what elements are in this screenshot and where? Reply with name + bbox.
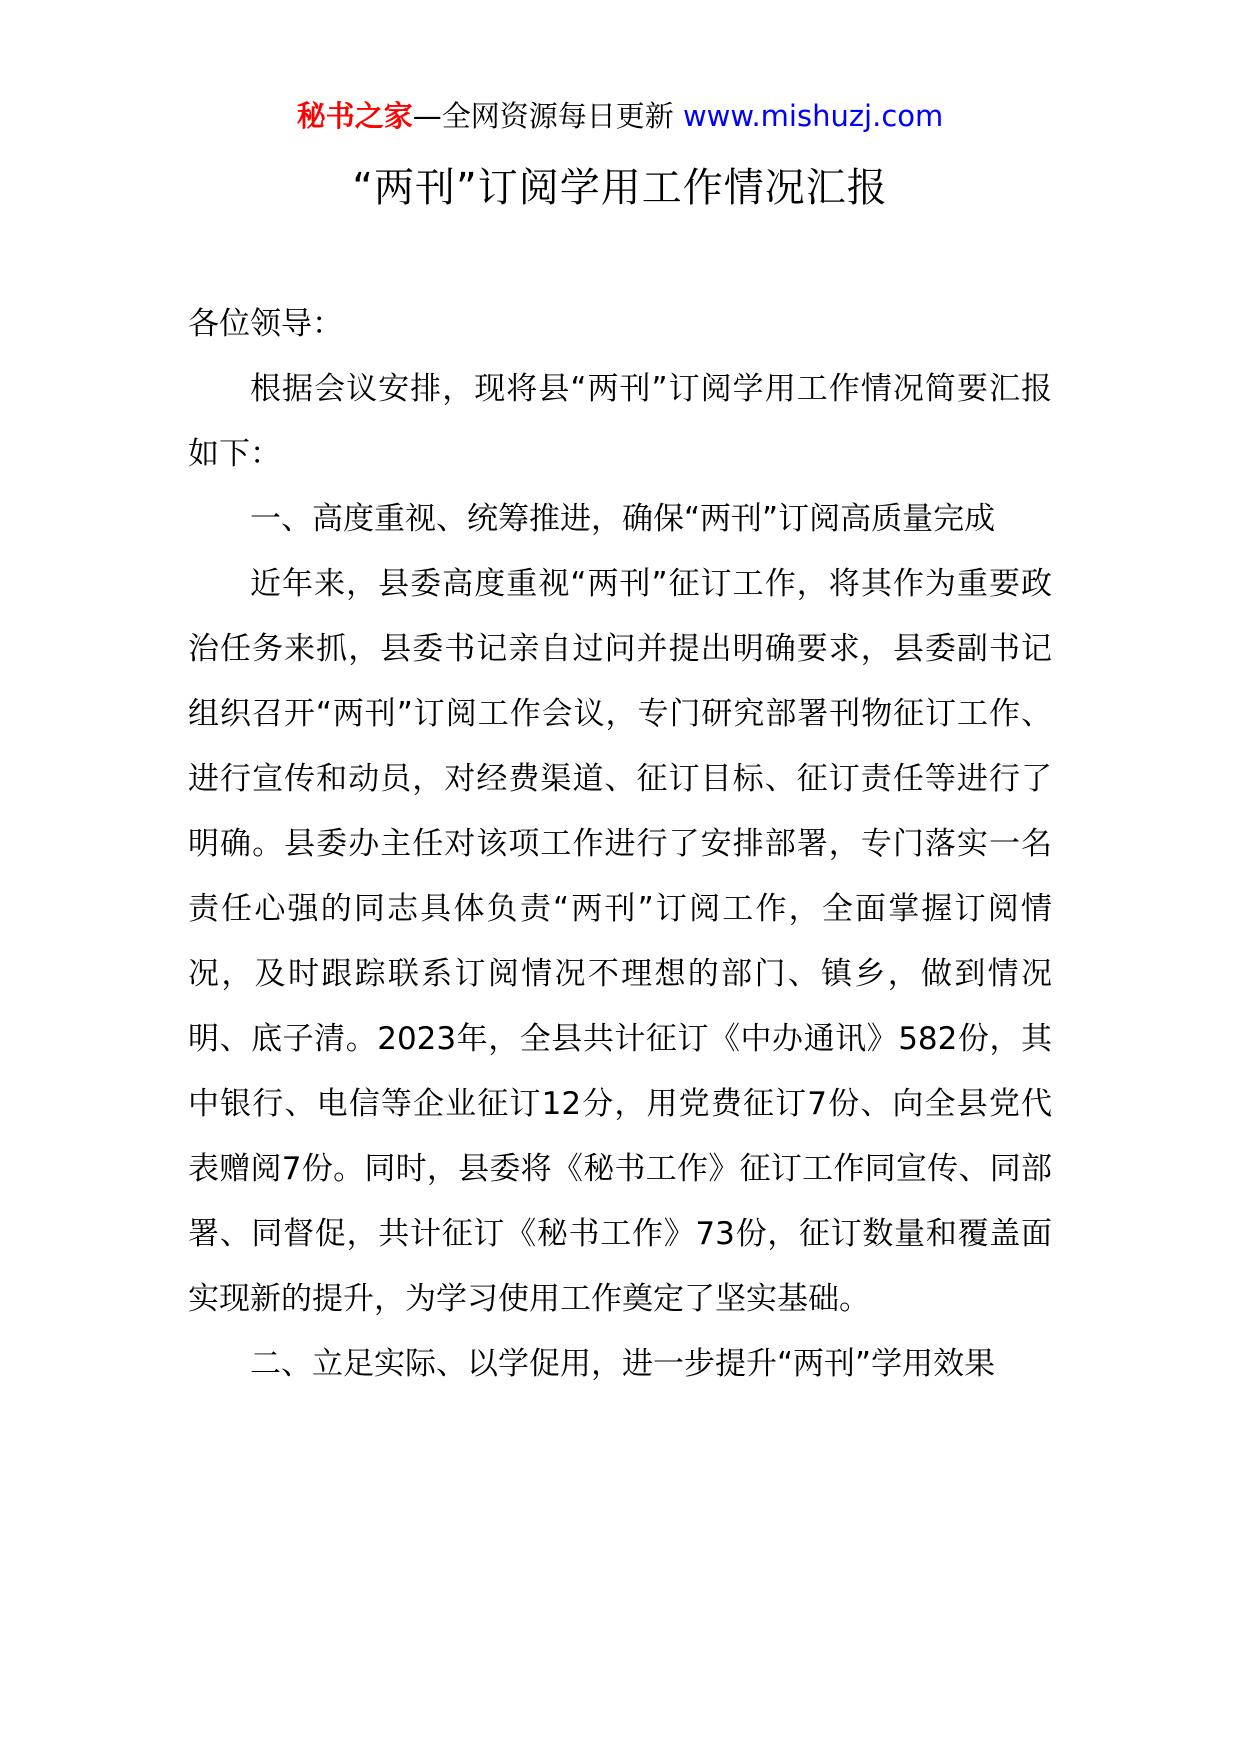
header-tagline: —全网资源每日更新 bbox=[412, 99, 683, 133]
document-title: “两刊”订阅学用工作情况汇报 bbox=[352, 165, 888, 211]
site-url[interactable]: www.mishuzj.com bbox=[682, 99, 944, 133]
document-body bbox=[188, 292, 1052, 1397]
salutation: 各位领导： bbox=[188, 306, 343, 342]
site-header bbox=[0, 96, 1240, 136]
brand-name: 秘书之家 bbox=[296, 99, 413, 133]
intro-paragraph: 根据会议安排，现将县“两刊”订阅学用工作情况简要汇报如下： bbox=[188, 371, 1052, 472]
section-heading-2: 二、立足实际、以学促用，进一步提升“两刊”学用效果 bbox=[250, 1346, 996, 1382]
section-1-paragraph: 近年来，县委高度重视“两刊”征订工作，将其作为重要政治任务来抓，县委书记亲自过问并提出明确要求，县委副书记组织召开“两刊”订阅工作会议，专门研究部署刊物征订工作、进行宣传和动员，对经费渠道、征订目标、征订责任等进行了明确。县委办主任对该项工作进行了安排部署，专门落实一名责任心强的同志具体负责“两刊”订阅工作，全面掌握订阅情况，及时跟踪联系订阅情况不理想的部门、镇乡，做到情况明、底子清。2023年，全县共计征订《中办通讯》582份，其中银行、电信等企业征订12分，用党费征订7份、向全县党代表赠阅7份。同时，县委将《秘书工作》征订工作同宣传、同部署、同督促，共计征订《秘书工作》73份，征订数量和覆盖面实现新的提升，为学习使用工作奠定了坚实基础。 bbox=[188, 566, 1052, 1317]
section-heading-1: 一、高度重视、统筹推进，确保“两刊”订阅高质量完成 bbox=[250, 501, 996, 537]
